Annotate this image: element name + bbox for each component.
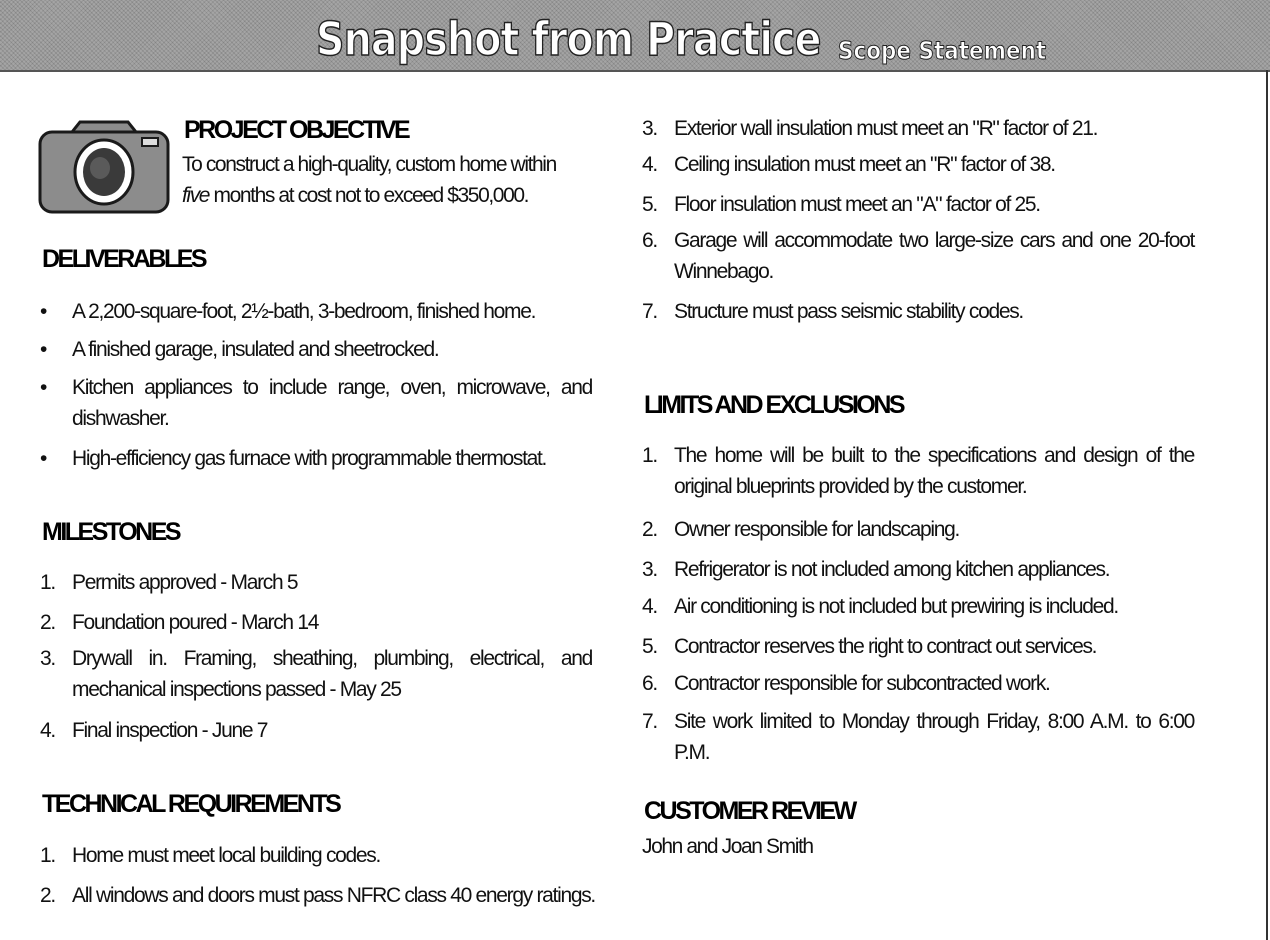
number-marker: 4. xyxy=(642,595,657,618)
list-item-text: Exterior wall insulation must meet an "R" factor of 21. xyxy=(674,117,1098,140)
list-item xyxy=(642,296,1194,327)
milestones-list xyxy=(40,567,592,746)
objective-line-1: To construct a high-quality, custom home within xyxy=(182,153,556,176)
list-item xyxy=(40,643,592,705)
number-marker: 6. xyxy=(642,672,657,695)
banner xyxy=(0,0,1270,72)
customer-review-heading: CUSTOMER REVIEW xyxy=(644,797,855,825)
list-item xyxy=(40,443,592,474)
objective-italic: five xyxy=(182,184,210,207)
customer-review-value: John and Joan Smith xyxy=(642,835,813,858)
camera-icon xyxy=(38,118,170,214)
list-item xyxy=(642,591,1194,622)
list-item-text: The home will be built to the specifications and design of the original blueprints provided by the customer. xyxy=(674,444,1194,498)
banner-title: Snapshot from Practice xyxy=(316,12,821,66)
limits-list xyxy=(642,440,1194,768)
list-item xyxy=(642,113,1194,144)
number-marker: 7. xyxy=(642,300,657,323)
list-item xyxy=(642,225,1194,287)
bullet-marker: • xyxy=(40,338,47,361)
list-item xyxy=(642,554,1194,585)
objective-line-2-rest: months at cost not to exceed $350,000. xyxy=(209,184,529,207)
list-item xyxy=(40,840,600,871)
list-item-text: Contractor responsible for subcontracted work. xyxy=(674,672,1050,695)
list-item-text: Refrigerator is not included among kitchen appliances. xyxy=(674,558,1110,581)
number-marker: 6. xyxy=(642,229,657,252)
list-item-text: Floor insulation must meet an "A" factor of 25. xyxy=(674,193,1040,216)
list-item-text: Site work limited to Monday through Friday, 8:00 A.M. to 6:00 P.M. xyxy=(674,710,1194,764)
list-item-text: Structure must pass seismic stability codes. xyxy=(674,300,1023,323)
list-item-text: Kitchen appliances to include range, oven, microwave, and dishwasher. xyxy=(72,376,592,430)
number-marker: 5. xyxy=(642,193,657,216)
list-item xyxy=(40,880,600,911)
objective-heading: PROJECT OBJECTIVE xyxy=(184,116,409,144)
number-marker: 2. xyxy=(40,611,55,634)
number-marker: 1. xyxy=(40,844,55,867)
list-item xyxy=(40,296,592,327)
limits-heading: LIMITS AND EXCLUSIONS xyxy=(644,391,904,419)
technical-list-left xyxy=(40,840,600,911)
list-item xyxy=(642,149,1194,180)
list-item-text: A 2,200-square-foot, 2½-bath, 3-bedroom, finished home. xyxy=(72,300,536,323)
objective-line-2 xyxy=(182,180,528,211)
number-marker: 7. xyxy=(642,710,657,733)
number-marker: 1. xyxy=(40,571,55,594)
list-item xyxy=(40,715,592,746)
page-edge xyxy=(1266,70,1268,940)
bullet-marker: • xyxy=(40,447,47,470)
bullet-marker: • xyxy=(40,300,47,323)
number-marker: 3. xyxy=(642,117,657,140)
number-marker: 1. xyxy=(642,444,657,467)
list-item xyxy=(642,514,1194,545)
list-item-text: Foundation poured - March 14 xyxy=(72,611,319,634)
list-item-text: Ceiling insulation must meet an "R" factor of 38. xyxy=(674,153,1055,176)
list-item-text: Permits approved - March 5 xyxy=(72,571,298,594)
list-item-text: All windows and doors must pass NFRC class 40 energy ratings. xyxy=(72,884,595,907)
list-item xyxy=(642,189,1194,220)
list-item xyxy=(40,607,592,638)
number-marker: 2. xyxy=(40,884,55,907)
number-marker: 2. xyxy=(642,518,657,541)
list-item-text: Drywall in. Framing, sheathing, plumbing, electrical, and mechanical inspections passed - May 25 xyxy=(72,647,592,701)
technical-heading: TECHNICAL REQUIREMENTS xyxy=(42,790,340,818)
list-item-text: Final inspection - June 7 xyxy=(72,719,268,742)
banner-subtitle: Scope Statement xyxy=(838,36,1047,65)
list-item xyxy=(642,668,1194,699)
list-item xyxy=(40,372,592,434)
list-item-text: Owner responsible for landscaping. xyxy=(674,518,959,541)
technical-list-right xyxy=(642,113,1194,327)
list-item xyxy=(642,440,1194,502)
number-marker: 5. xyxy=(642,635,657,658)
list-item xyxy=(40,334,592,365)
number-marker: 3. xyxy=(642,558,657,581)
list-item-text: Garage will accommodate two large-size cars and one 20-foot Winnebago. xyxy=(674,229,1194,283)
deliverables-list xyxy=(40,296,592,474)
list-item-text: Home must meet local building codes. xyxy=(72,844,381,867)
bullet-marker: • xyxy=(40,376,47,399)
milestones-heading: MILESTONES xyxy=(42,518,180,546)
number-marker: 4. xyxy=(642,153,657,176)
list-item xyxy=(642,631,1194,662)
list-item-text: Contractor reserves the right to contract out services. xyxy=(674,635,1097,658)
number-marker: 3. xyxy=(40,647,55,670)
list-item-text: A finished garage, insulated and sheetrocked. xyxy=(72,338,439,361)
list-item xyxy=(40,567,592,598)
list-item-text: Air conditioning is not included but prewiring is included. xyxy=(674,595,1118,618)
number-marker: 4. xyxy=(40,719,55,742)
list-item-text: High-efficiency gas furnace with programmable thermostat. xyxy=(72,447,547,470)
deliverables-heading: DELIVERABLES xyxy=(42,245,206,273)
list-item xyxy=(642,706,1194,768)
